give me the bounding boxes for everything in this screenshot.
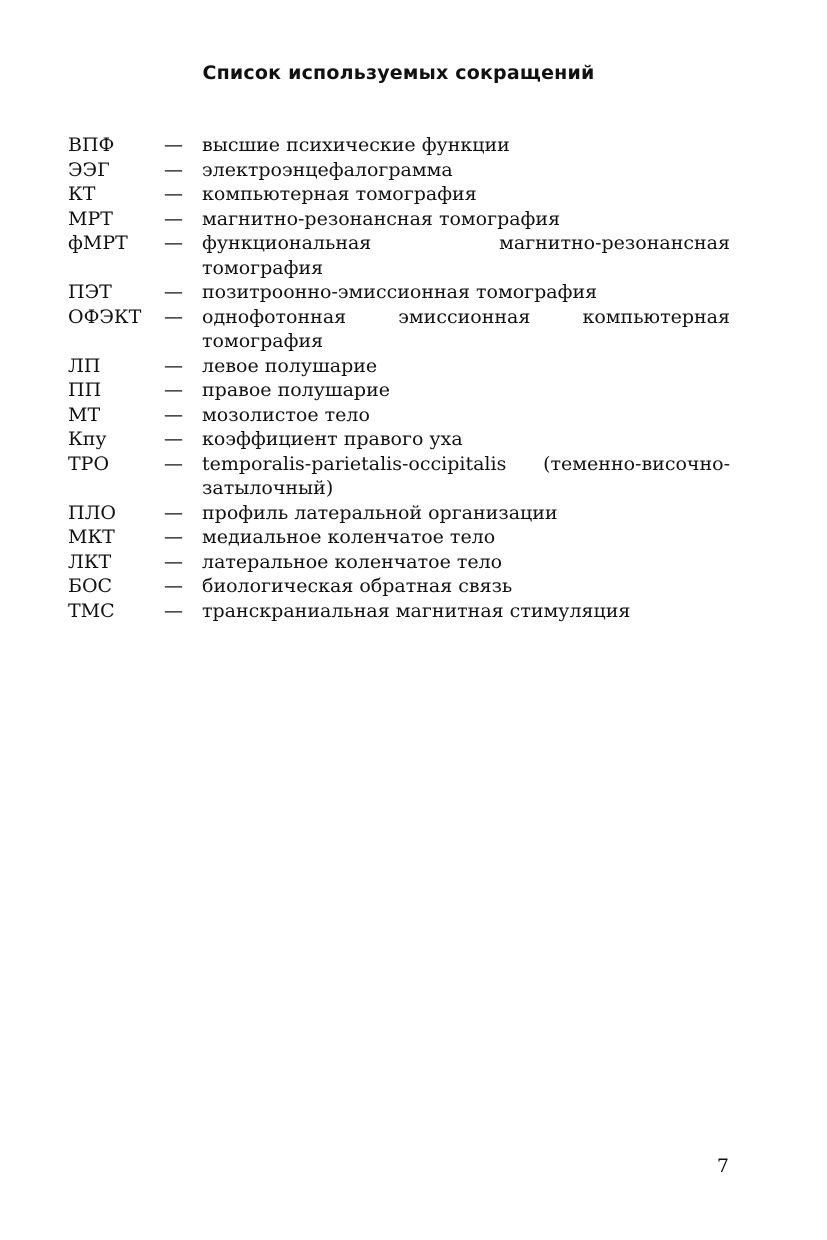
dash-separator: — <box>164 207 183 230</box>
abbreviation-term: ПЭТ <box>68 281 112 303</box>
abbreviation-definition: мозолистое тело <box>202 403 370 426</box>
dash-separator: — <box>164 452 183 475</box>
list-item <box>68 280 730 305</box>
abbreviation-term: МРТ <box>68 207 113 230</box>
list-item <box>68 403 730 428</box>
abbreviation-term: КТ <box>68 183 96 205</box>
list-item <box>68 158 730 183</box>
abbreviation-term: ОФЭКТ <box>68 305 142 328</box>
list-item <box>68 182 730 207</box>
abbreviation-definition: temporalis-parietalis-occipitalis (теменно-височно-затылочный) <box>202 452 730 499</box>
abbreviation-definition: электроэнцефалограмма <box>202 158 453 181</box>
abbreviation-definition: транскраниальная магнитная стимуляция <box>202 599 631 622</box>
dash-separator: — <box>164 134 183 156</box>
dash-separator: — <box>164 232 183 254</box>
abbreviation-term: БОС <box>68 575 113 597</box>
abbreviation-definition: правое полушарие <box>202 379 390 401</box>
abbreviation-definition: функциональная магнитно-резонансная томография <box>202 232 730 279</box>
list-item <box>68 305 730 354</box>
dash-separator: — <box>164 379 183 401</box>
abbreviation-term: ТМС <box>68 599 115 622</box>
abbreviation-definition: коэффициент правого уха <box>202 428 463 450</box>
abbreviation-definition: однофотонная эмиссионная компьютерная томография <box>202 305 730 352</box>
abbreviation-definition: латеральное коленчатое тело <box>202 550 503 573</box>
dash-separator: — <box>164 599 183 622</box>
dash-separator: — <box>164 501 183 524</box>
abbreviation-term: фМРТ <box>68 232 128 254</box>
list-item <box>68 501 730 526</box>
dash-separator: — <box>164 183 183 205</box>
list-item <box>68 133 730 158</box>
abbreviation-list <box>68 133 730 623</box>
abbreviation-definition: позитроонно-эмиссионная томография <box>202 281 598 303</box>
dash-separator: — <box>164 526 183 548</box>
list-item <box>68 427 730 452</box>
abbreviation-term: ТРО <box>68 452 110 475</box>
dash-separator: — <box>164 305 183 328</box>
abbreviation-term: ПЛО <box>68 501 117 524</box>
page-number: 7 <box>716 1155 729 1177</box>
list-item <box>68 207 730 232</box>
list-item <box>68 550 730 575</box>
page-title: Список используемых сокращений <box>202 62 595 84</box>
abbreviation-term: ПП <box>68 379 102 401</box>
abbreviation-definition: левое полушарие <box>202 354 378 377</box>
list-item <box>68 378 730 403</box>
abbreviation-term: ВПФ <box>68 134 115 156</box>
dash-separator: — <box>164 158 183 181</box>
dash-separator: — <box>164 428 183 450</box>
abbreviation-definition: магнитно-резонансная томография <box>202 207 561 230</box>
list-item <box>68 599 730 624</box>
dash-separator: — <box>164 281 183 303</box>
dash-separator: — <box>164 575 183 597</box>
dash-separator: — <box>164 403 183 426</box>
abbreviation-definition: высшие психические функции <box>202 134 510 156</box>
abbreviation-term: МКТ <box>68 526 115 548</box>
abbreviation-definition: компьютерная томография <box>202 183 477 205</box>
abbreviation-definition: профиль латеральной организации <box>202 501 558 524</box>
list-item <box>68 231 730 280</box>
list-item <box>68 354 730 379</box>
abbreviation-term: ЭЭГ <box>68 158 110 181</box>
abbreviation-definition: медиальное коленчатое тело <box>202 526 496 548</box>
abbreviation-term: Кпу <box>68 428 107 450</box>
abbreviation-term: ЛКТ <box>68 550 112 573</box>
list-item <box>68 574 730 599</box>
dash-separator: — <box>164 354 183 377</box>
abbreviation-term: МТ <box>68 403 101 426</box>
dash-separator: — <box>164 550 183 573</box>
list-item <box>68 525 730 550</box>
list-item <box>68 452 730 501</box>
abbreviation-term: ЛП <box>68 354 101 377</box>
abbreviation-definition: биологическая обратная связь <box>202 575 513 597</box>
